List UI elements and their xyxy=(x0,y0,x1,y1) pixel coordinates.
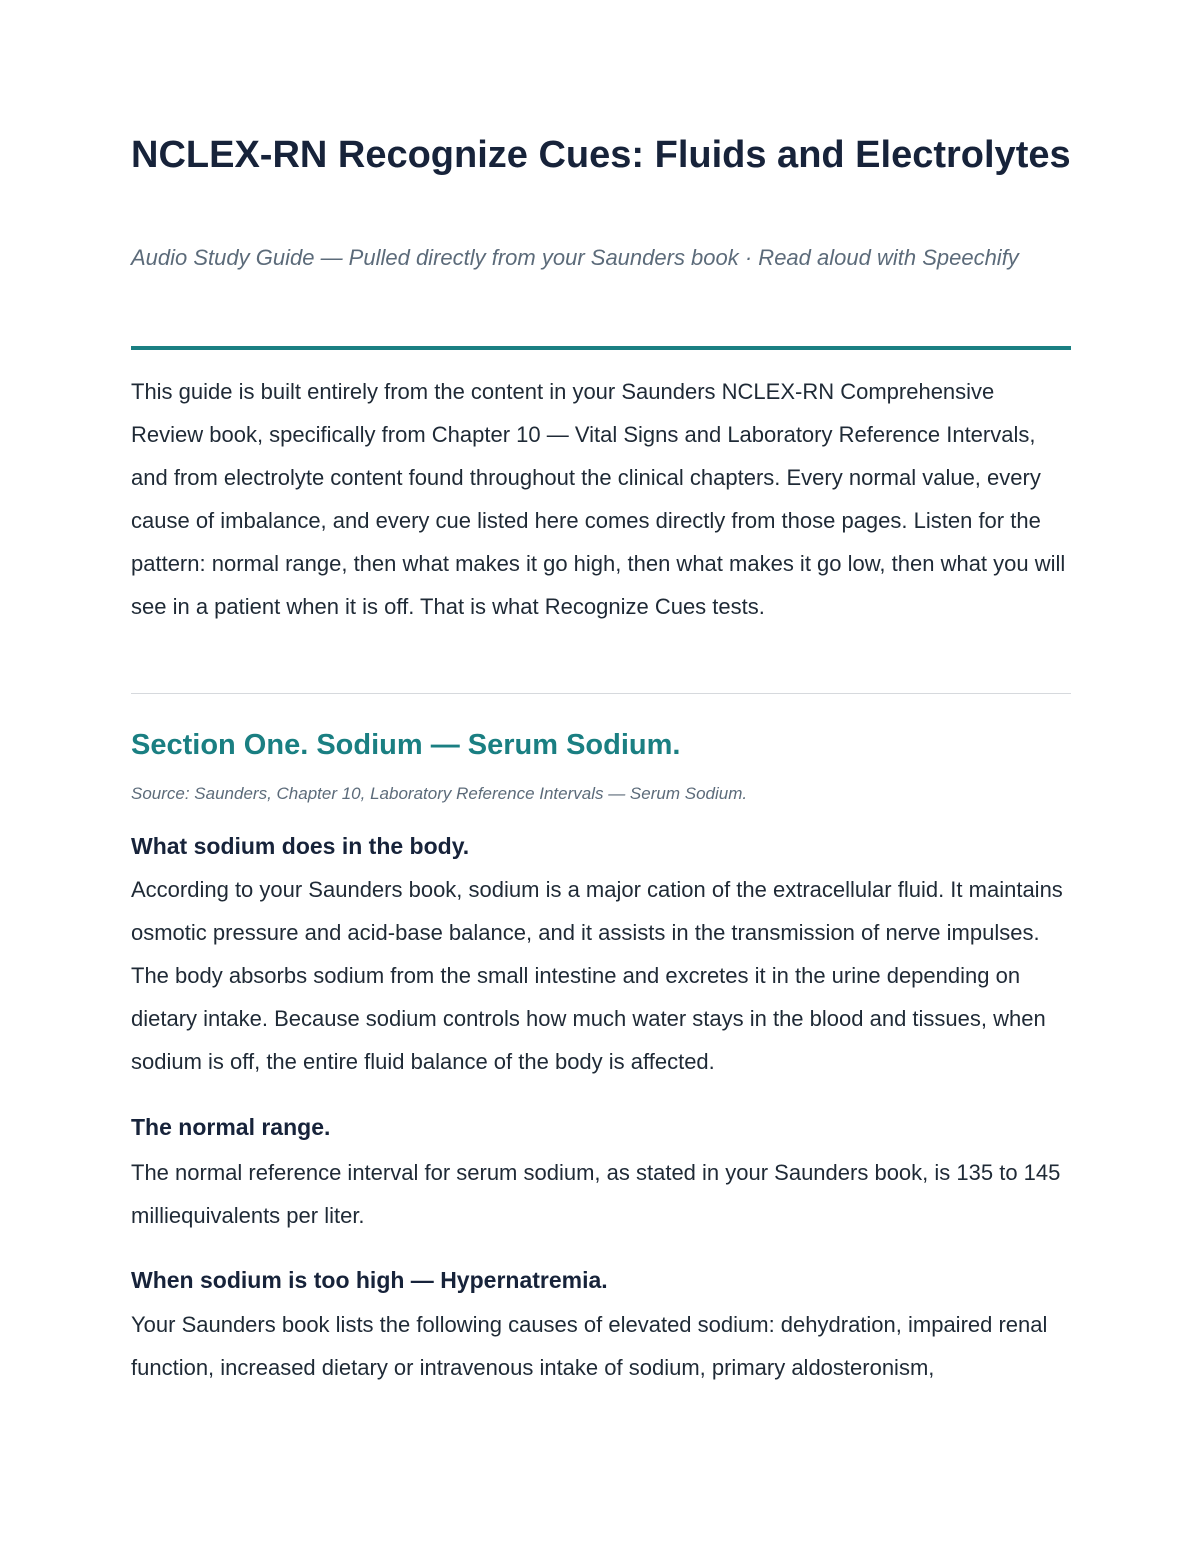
subheading-hypernatremia: When sodium is too high — Hypernatremia. xyxy=(131,1267,608,1293)
document-title: NCLEX-RN Recognize Cues: Fluids and Electrolytes xyxy=(131,134,1071,176)
paragraph-what-sodium-does: According to your Saunders book, sodium is a major cation of the extracellular fluid. It maintains osmotic pressure and acid-base balance, and it assists in the transmission of nerve impulses. The body absorbs sodium from the small intestine and excretes it in the urine depending on dietary intake. Because sodium controls how much water stays in the blood and tissues, when sodium is off, the entire fluid balance of the body is affected. xyxy=(131,877,1063,1074)
subheading-normal-range: The normal range. xyxy=(131,1114,331,1140)
intro-paragraph: This guide is built entirely from the content in your Saunders NCLEX-RN Comprehensive Review book, specifically from Chapter 10 — Vital Signs and Laboratory Reference Intervals, and from electrolyte content found throughout the clinical chapters. Every normal value, every cause of imbalance, and every cue listed here comes directly from those pages. Listen for the pattern: normal range, then what makes it go high, then what makes it go low, then what you will see in a patient when it is off. That is what Recognize Cues tests. xyxy=(131,379,1066,619)
title-divider xyxy=(131,346,1071,350)
subheading-what-sodium-does: What sodium does in the body. xyxy=(131,833,470,859)
document-subtitle: Audio Study Guide — Pulled directly from your Saunders book · Read aloud with Speechify xyxy=(131,245,1019,270)
paragraph-normal-range: The normal reference interval for serum sodium, as stated in your Saunders book, is 135 to 145 milliequivalents per liter. xyxy=(131,1160,1061,1228)
section-heading: Section One. Sodium — Serum Sodium. xyxy=(131,729,681,761)
source-citation: Source: Saunders, Chapter 10, Laboratory Reference Intervals — Serum Sodium. xyxy=(131,784,748,803)
paragraph-hypernatremia: Your Saunders book lists the following causes of elevated sodium: dehydration, impaired renal function, increased dietary or intravenous intake of sodium, primary aldosteronism, xyxy=(131,1312,1048,1380)
section-divider xyxy=(131,693,1071,694)
